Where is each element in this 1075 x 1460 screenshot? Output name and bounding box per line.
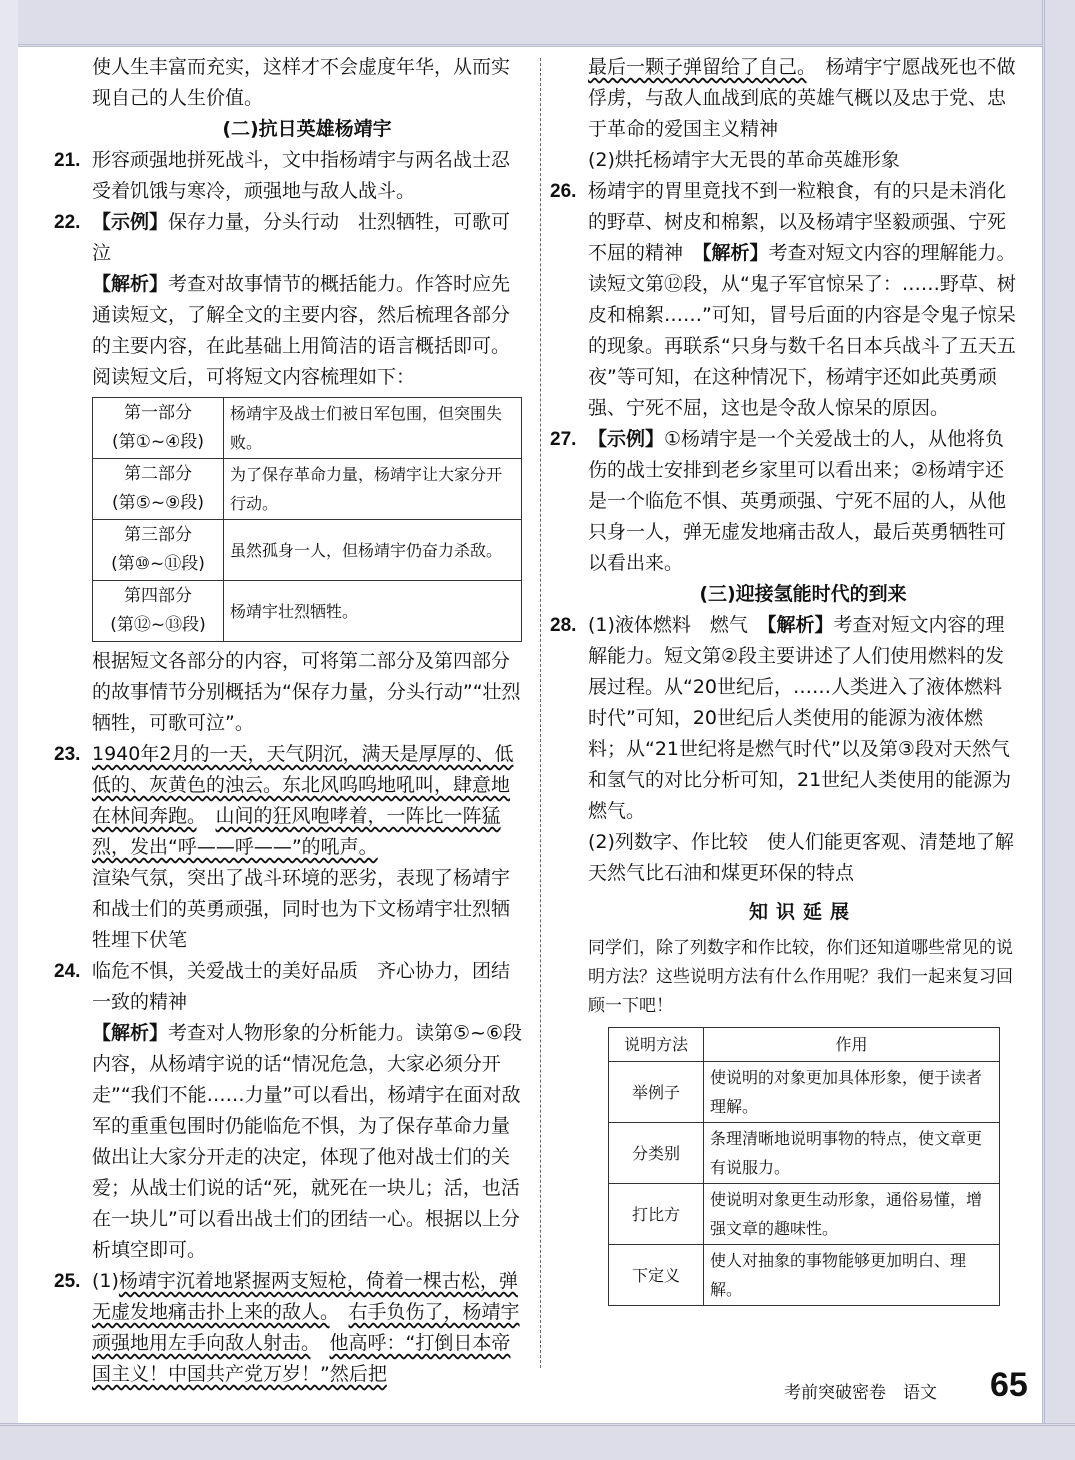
part-label: 第四部分 (124, 586, 192, 606)
analysis-tag: 【解析】 (92, 1022, 169, 1044)
analysis-text: 考查对故事情节的概括能力。作答时应先通读短文，了解全文的主要内容，然后梳理各部分的主要内容，在此基础上用简洁的语言概括即可。阅读短文后，可将短文内容梳理如下： (92, 273, 511, 388)
part-label: 第三部分 (124, 525, 192, 545)
part-range: (第①~④段) (112, 432, 204, 452)
table-row (93, 459, 522, 520)
decorative-border-bottom (0, 1423, 1075, 1460)
answer-part-2: (2)列数字、作比较 使人们能更客观、清楚地了解天然气比石油和煤更环保的特点 (588, 831, 1014, 884)
part-content: 为了保存革命力量，杨靖宇让大家分开行动。 (224, 459, 522, 520)
part-content: 杨靖宇壮烈牺牲。 (224, 581, 522, 642)
column-divider (540, 58, 541, 1368)
question-number: 26. (550, 181, 577, 202)
question-25 (54, 1266, 522, 1390)
section-title-2: (二)抗日英雄杨靖宇 (222, 118, 392, 140)
analysis-tag: 【解析】 (702, 242, 769, 264)
answer-part-2: (2)烘托杨靖宇大无畏的革命英雄形象 (588, 149, 900, 171)
part-range: (第⑤~⑨段) (112, 493, 204, 513)
example-text: 保存力量，分头行动 壮烈牺牲，可歌可泣 (92, 211, 511, 264)
question-27 (550, 424, 1018, 579)
footer-book-title: 考前突破密卷 语文 (784, 1383, 937, 1403)
effect-cell: 使说明的对象更加具体形象，便于读者理解。 (704, 1062, 1000, 1123)
decorative-border-right (1042, 0, 1075, 1460)
table-row (93, 398, 522, 459)
question-23 (54, 739, 522, 956)
part-content: 虽然孤身一人，但杨靖宇仍奋力杀敌。 (224, 520, 522, 581)
question-24 (54, 956, 523, 1266)
answer-text: (1)液体燃料 燃气 (588, 614, 748, 636)
parts-table (92, 397, 522, 642)
knowledge-title: 知识延展 (748, 901, 857, 923)
table-header-row (609, 1028, 1000, 1062)
question-28 (550, 610, 1018, 889)
method-cell: 下定义 (609, 1245, 704, 1306)
table-row (609, 1184, 1000, 1245)
question-number: 25. (54, 1271, 81, 1292)
analysis-text: 考查对短文内容的理解能力。短文第②段主要讲述了人们使用燃料的发展过程。从“20世纪后，……人类进入了液体燃料时代”可知，20世纪后人类使用的能源为液体燃料；从“21世纪将是燃气时代”以及第③段对天然气和氢气的对比分析可知，21世纪人类使用的能源为燃气。 (588, 614, 1012, 822)
answer-text: ①杨靖宇是一个关爱战士的人，从他将负伤的战士安排到老乡家里可以看出来；②杨靖宇还是一个临危不惧、英勇顽强、宁死不屈的人，从他只身一人，弹无虚发地痛击敌人，最后英勇牺牲可以看出来。 (588, 428, 1007, 574)
answer-text: 临危不惧，关爱战士的美好品质 齐心协力，团结一致的精神 (92, 960, 511, 1013)
analysis-tag: 【解析】 (92, 273, 169, 295)
methods-table (608, 1027, 1000, 1306)
answer-text: 杨靖宇的胃里竟找不到一粒粮食，有的只是未消化的野草、树皮和棉絮，以及杨靖宇坚毅顽强、宁死不屈的精神 (588, 180, 1007, 264)
analysis-text: 考查对人物形象的分析能力。读第⑤~⑥段内容，从杨靖宇说的话“情况危急，大家必须分开走”“我们不能……力量”可以看出，杨靖宇在面对敌军的重重包围时仍能临危不惧，为了保存革命力量做出让大家分开走的决定，体现了他对战士们的关爱；从战士们说的话“死，就死在一块儿；活，也活在一块儿”可以看出战士们的团结一心。根据以上分析填空即可。 (92, 1022, 523, 1261)
quoted-sentence: 右手负伤了，杨靖宇顽强地用左手向敌人射击。 (92, 1301, 520, 1354)
decorative-border-top (0, 0, 1075, 47)
method-cell: 举例子 (609, 1062, 704, 1123)
part-label: 第一部分 (124, 403, 192, 423)
table-row (93, 581, 522, 642)
page-number: 65 (990, 1366, 1028, 1404)
part-range: (第⑫~⑬段) (110, 615, 206, 635)
column-header: 说明方法 (609, 1028, 704, 1062)
right-column (550, 52, 1018, 1306)
column-header: 作用 (704, 1028, 1000, 1062)
section-title-3: (三)迎接氢能时代的到来 (699, 583, 907, 605)
question-number: 22. (54, 212, 81, 233)
intro-text: 使人生丰富而充实，这样才不会虚度年华，从而实现自己的人生价值。 (92, 56, 511, 109)
quoted-sentence: 杨靖宇沉着地紧握两支短枪，倚着一棵古松，弹无虚发地痛击扑上来的敌人。 (92, 1270, 518, 1323)
conclusion-text: 根据短文各部分的内容，可将第二部分及第四部分的故事情节分别概括为“保存力量，分头行动”“壮烈牺牲，可歌可泣”。 (92, 650, 521, 734)
effect-cell: 使说明对象更生动形象，通俗易懂，增强文章的趣味性。 (704, 1184, 1000, 1245)
question-21 (54, 145, 522, 207)
effect-cell: 使人对抽象的事物能够更加明白、理解。 (704, 1245, 1000, 1306)
effect-cell: 条理清晰地说明事物的特点，使文章更有说服力。 (704, 1123, 1000, 1184)
quoted-sentence: 最后一颗子弹留给了自己。 (588, 56, 807, 78)
analysis-text: 考查对短文内容的理解能力。读短文第⑫段，从“鬼子军官惊呆了：……野草、树皮和棉絮……”可知，冒号后面的内容是令鬼子惊呆的现象。再联系“只身与数千名日本兵战斗了五天五夜”等可知，在这种情况下，杨靖宇还如此英勇顽强、宁死不屈，这也是令敌人惊呆的原因。 (588, 242, 1016, 419)
part-range: (第⑩~⑪段) (111, 554, 205, 574)
method-cell: 分类别 (609, 1123, 704, 1184)
quoted-sentence: 1940年2月的一天，天气阴沉，满天是厚厚的、低低的、灰黄色的浊云。东北风呜呜地吼叫，肆意地在林间奔跑。 (92, 743, 514, 827)
question-number: 21. (54, 150, 81, 171)
example-tag: 【示例】 (588, 428, 665, 450)
question-22 (54, 207, 522, 739)
part-prefix: (1) (92, 1270, 119, 1292)
example-tag: 【示例】 (92, 211, 169, 233)
answer-text: 渲染气氛，突出了战斗环境的恶劣，表现了杨靖宇和战士们的英勇顽强，同时也为下文杨靖宇壮烈牺牲埋下伏笔 (92, 867, 511, 951)
question-number: 24. (54, 961, 81, 982)
table-row (609, 1123, 1000, 1184)
part-label: 第二部分 (124, 464, 192, 484)
quoted-sentence: 山间的狂风咆哮着，一阵比一阵猛烈，发出“呼——呼——”的吼声。 (92, 805, 501, 858)
part-content: 杨靖宇及战士们被日军包围，但突围失败。 (224, 398, 522, 459)
question-number: 23. (54, 744, 81, 765)
question-26 (550, 176, 1018, 424)
method-cell: 打比方 (609, 1184, 704, 1245)
quoted-sentence: 他高呼：“打倒日本帝国主义！中国共产党万岁！”然后把 (92, 1332, 511, 1385)
question-number: 28. (550, 615, 577, 636)
left-column (54, 52, 523, 1390)
answer-text: 杨靖宇宁愿战死也不做俘虏，与敌人血战到底的英雄气概以及忠于党、忠于革命的爱国主义精神 (588, 56, 1016, 140)
answer-text: 形容顽强地拼死战斗，文中指杨靖宇与两名战士忍受着饥饿与寒冷，顽强地与敌人战斗。 (92, 149, 511, 202)
table-row (93, 520, 522, 581)
knowledge-intro: 同学们，除了列数字和作比较，你们还知道哪些常见的说明方法？这些说明方法有什么作用呢？我们一起来复习回顾一下吧！ (588, 938, 1013, 1016)
question-25-continued (588, 52, 1018, 176)
question-number: 27. (550, 429, 577, 450)
table-row (609, 1245, 1000, 1306)
analysis-tag: 【解析】 (766, 614, 834, 636)
table-row (609, 1062, 1000, 1123)
decorative-border-left (0, 0, 18, 1460)
